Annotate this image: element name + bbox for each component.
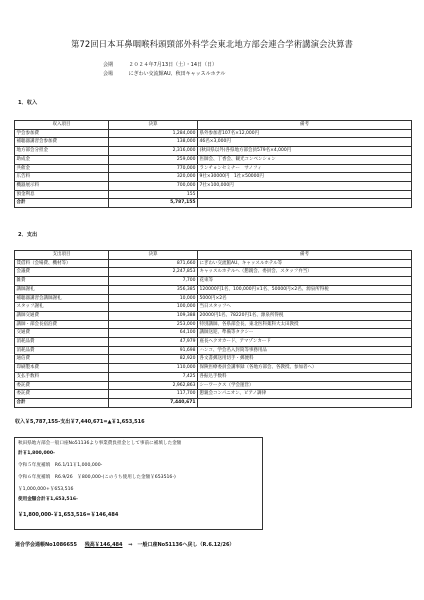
date-label: 会期: [103, 62, 114, 68]
venue-line: [103, 70, 225, 77]
income-cell-item: 学会参加費: [15, 129, 109, 138]
income-row: [15, 173, 412, 182]
income-cell-note: 7社×100,000円: [198, 181, 412, 190]
expense-cell-amount: 7,425: [109, 372, 198, 381]
note-line-2: 計￥1,800,000-: [18, 451, 55, 456]
expense-cell-item: 講師謝礼: [15, 285, 109, 294]
note-line-1: 秋田県地方部会一般口座No51136より事業費負担金として事前に補填した金額: [18, 441, 182, 446]
expense-cell-amount: 109,388: [109, 311, 198, 320]
expense-cell-item: 委託費: [15, 381, 109, 390]
expense-row: [15, 372, 412, 381]
income-total-value: 5,787,155: [109, 199, 198, 208]
document-title: 第72回日本耳鼻咽喉科頭頸部外科学会東北地方部会連合学術講演会決算書: [70, 39, 354, 49]
income-cell-amount: 155: [109, 190, 198, 199]
expense-cell-amount: 2,247,853: [109, 268, 198, 277]
expense-row: [15, 294, 412, 303]
income-cell-item: 地方部会分担金: [15, 147, 109, 156]
date-line: [103, 61, 217, 68]
expense-header-row: [15, 251, 412, 260]
venue-label: 会場: [103, 71, 114, 77]
expense-row: [15, 259, 412, 268]
income-row: [15, 129, 412, 138]
expense-cell-item: 補聴器講習会講師謝礼: [15, 294, 109, 303]
expense-cell-note: 座長ヘクオカード、アマゾンカード: [198, 338, 412, 347]
expense-heading: 2．支出: [18, 232, 38, 238]
income-cell-item: 預金利息: [15, 190, 109, 199]
expense-header-amount: 決算: [109, 251, 198, 260]
income-heading: 1．収入: [18, 100, 38, 106]
income-header-item: 収入項目: [15, 121, 109, 130]
expense-total-value: 7,440,671: [109, 398, 198, 407]
income-cell-note: [198, 190, 412, 199]
income-total-note: [198, 199, 412, 208]
expense-cell-amount: 10,000: [109, 294, 198, 303]
expense-cell-amount: 64,100: [109, 329, 198, 338]
income-header-amount: 決算: [109, 121, 198, 130]
expense-cell-item: 会議費: [15, 268, 109, 277]
expense-cell-amount: 2,962,863: [109, 381, 198, 390]
expense-cell-note: 懇親会コンパニオン、ピアノ調律: [198, 390, 412, 399]
income-cell-amount: 1,284,000: [109, 129, 198, 138]
expense-cell-amount: 7,700: [109, 277, 198, 286]
income-row: [15, 138, 412, 147]
income-cell-amount: 138,000: [109, 138, 198, 147]
expense-header-item: 支出項目: [15, 251, 109, 260]
expense-row: [15, 355, 412, 364]
note-line-4: 令和６年度補填 R6.9/26 ￥800,000-(このうち使用した金額￥653516-): [18, 475, 176, 480]
income-cell-item: 補聴器講習会参加費: [15, 138, 109, 147]
income-cell-amount: 259,000: [109, 155, 198, 164]
expense-cell-item: スタッフ謝礼: [15, 303, 109, 312]
income-cell-item: 広告料: [15, 173, 109, 182]
expense-cell-amount: 110,000: [109, 364, 198, 373]
income-total-label: 合計: [15, 199, 109, 208]
income-cell-note: ランチョンセミナー サノフィ: [198, 164, 412, 173]
expense-row: [15, 329, 412, 338]
expense-cell-amount: 117,700: [109, 390, 198, 399]
expense-cell-item: 通信費: [15, 355, 109, 364]
expense-cell-note: 120000円1名、100,000円×1名、50000円×2名、源泉所得税: [198, 285, 412, 294]
expense-cell-amount: 356,385: [109, 285, 198, 294]
expense-cell-item: 支払手数料: [15, 372, 109, 381]
expense-cell-note: 当日スタッフへ: [198, 303, 412, 312]
income-cell-note: 医師会、丁香会、観光コンベンション: [198, 155, 412, 164]
income-cell-amount: 700,000: [109, 181, 198, 190]
income-cell-note: (秋田県以外)各県地方部会員579名×4,000円: [198, 147, 412, 156]
income-header-row: [15, 121, 412, 130]
income-cell-amount: 770,000: [109, 164, 198, 173]
venue-value: にぎわい交流館AU、秋田キャッスルホテル: [128, 71, 226, 77]
expense-cell-note: 各振込手数料: [198, 372, 412, 381]
expense-row: [15, 364, 412, 373]
expense-total-note: [198, 398, 412, 407]
expense-row: [15, 346, 412, 355]
expense-cell-amount: 91,698: [109, 346, 198, 355]
expense-cell-note: 保険医療委員会講事録（各地方部会、各教授、参加者へ）: [198, 364, 412, 373]
income-cell-note: 9社×30000円 1社×50000円: [198, 173, 412, 182]
expense-cell-amount: 871,660: [109, 259, 198, 268]
expense-row: [15, 285, 412, 294]
expense-cell-item: 消耗品費: [15, 346, 109, 355]
expense-cell-note: ハンコ、学会名入封筒等事務用品: [198, 346, 412, 355]
expense-row: [15, 338, 412, 347]
expense-row: [15, 303, 412, 312]
expense-cell-note: にぎわい交流館AU、キャッスルホテル等: [198, 259, 412, 268]
expense-table: [14, 250, 412, 408]
income-row: [15, 147, 412, 156]
income-cell-note: 県外参加者107名×12,000円: [198, 129, 412, 138]
expense-cell-note: 5000円×2名: [198, 294, 412, 303]
expense-cell-note: 花束等: [198, 277, 412, 286]
expense-header-note: 備考: [198, 251, 412, 260]
expense-row: [15, 381, 412, 390]
income-row: [15, 190, 412, 199]
income-cell-item: 助成金: [15, 155, 109, 164]
expense-cell-item: 交通費: [15, 329, 109, 338]
income-table: [14, 120, 412, 208]
date-value: ２０２４年7月13日（土）・14日（日）: [128, 62, 218, 68]
expense-row: [15, 268, 412, 277]
income-total-row: [15, 199, 412, 208]
expense-row: [15, 311, 412, 320]
footer-line: [15, 541, 234, 548]
expense-cell-amount: 253,000: [109, 320, 198, 329]
note-line-3: 令和５年度補填 R6.1/11￥1,000,000-: [18, 463, 103, 468]
expense-cell-amount: 82,920: [109, 355, 198, 364]
footer-balance: 残高￥146,484: [84, 542, 123, 548]
footer-account: 連合学会通帳No1086655: [15, 542, 77, 548]
balance-line: 収入￥5,787,155-支出￥7,440,671=▲￥1,653,516: [15, 419, 145, 425]
expense-cell-item: 講師交通費: [15, 311, 109, 320]
expense-cell-note: 20000円1名、78220円1名、源泉所得税: [198, 311, 412, 320]
expense-cell-item: 印刷製本費: [15, 364, 109, 373]
expense-cell-note: 講師送迎、準備等タクシー: [198, 329, 412, 338]
expense-cell-note: キャッスルホテルへ（懇親会、委員会、スタッフ弁当）: [198, 268, 412, 277]
note-line-5: ￥1,000,000+￥653,516: [18, 487, 74, 492]
footer-transfer: ⇒ 一般口座No51136へ戻し（R.6.12/26）: [128, 542, 235, 548]
income-row: [15, 181, 412, 190]
expense-row: [15, 390, 412, 399]
income-header-note: 備考: [198, 121, 412, 130]
income-row: [15, 155, 412, 164]
expense-cell-item: 雑費: [15, 277, 109, 286]
expense-cell-amount: 100,000: [109, 303, 198, 312]
income-cell-amount: 2,316,000: [109, 147, 198, 156]
income-row: [15, 164, 412, 173]
replenishment-note-box: [14, 437, 263, 530]
note-line-7: ￥1,800,000-￥1,653,516=￥146,484: [18, 512, 119, 518]
expense-cell-item: 消耗品費: [15, 338, 109, 347]
income-cell-amount: 320,000: [109, 173, 198, 182]
expense-row: [15, 320, 412, 329]
expense-cell-note: 特別講師、各県部会長、東北医科薬科大太田教授: [198, 320, 412, 329]
expense-cell-amount: 47,979: [109, 338, 198, 347]
expense-cell-note: シーワークス（学会運営）: [198, 381, 412, 390]
expense-cell-item: 講師・部会長宿泊費: [15, 320, 109, 329]
income-cell-item: 機器展示料: [15, 181, 109, 190]
note-line-6: 使用金額合計￥1,653,516-: [18, 497, 78, 502]
income-cell-item: 共催金: [15, 164, 109, 173]
expense-cell-item: 賃借料（会場費、機材等）: [15, 259, 109, 268]
expense-cell-item: 委託費: [15, 390, 109, 399]
expense-total-label: 合計: [15, 398, 109, 407]
income-cell-note: 46名×3,000円: [198, 138, 412, 147]
expense-row: [15, 277, 412, 286]
expense-total-row: [15, 398, 412, 407]
expense-cell-note: 各文書郵送用切手・郵便料: [198, 355, 412, 364]
